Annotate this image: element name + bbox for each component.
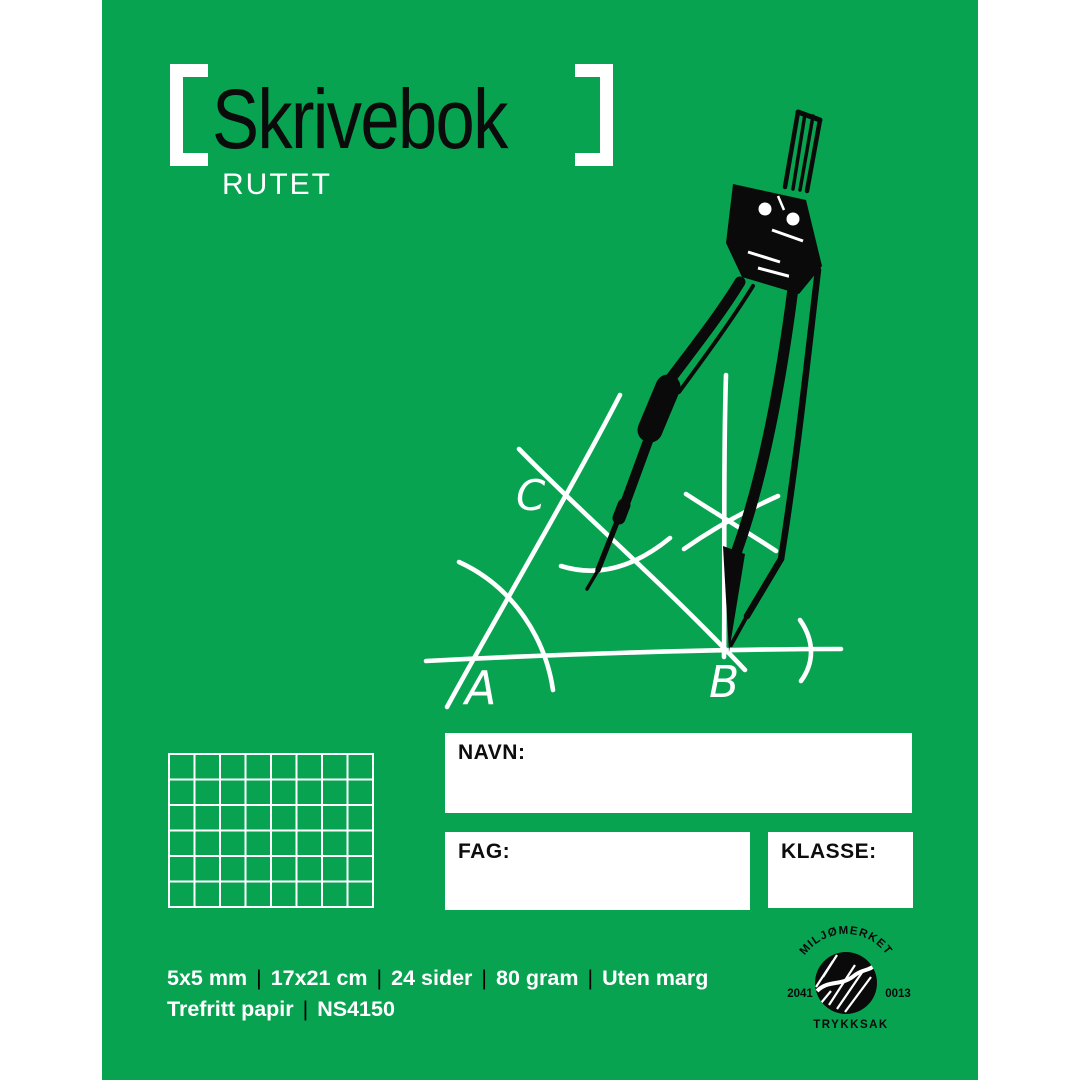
subject-field (445, 832, 750, 910)
point-label-b: B (709, 657, 740, 708)
eco-label (757, 925, 942, 1040)
spec-item: 17x21 cm (270, 966, 368, 990)
name-field (445, 733, 912, 813)
subject-field-label: FAG: (458, 840, 511, 863)
class-field (768, 832, 913, 908)
specs-line-2 (167, 997, 395, 1022)
spec-separator: | (481, 966, 487, 990)
notebook-title: Skrivebok (212, 72, 507, 166)
grid-pattern (168, 753, 374, 908)
spec-item: 24 sider (391, 966, 473, 990)
name-field-label: NAVN: (458, 741, 526, 764)
spec-item: Trefritt papir (167, 997, 294, 1021)
base-line (426, 649, 841, 661)
compass-needle-leg (723, 264, 818, 652)
compass-icon (587, 112, 822, 652)
spec-separator: | (376, 966, 383, 990)
cover-illustration (102, 0, 978, 1080)
spec-separator: | (587, 966, 594, 990)
notebook-cover (102, 0, 978, 1080)
eco-number-left: 2041 (787, 988, 813, 1000)
spec-item: NS4150 (317, 997, 395, 1021)
spec-item: 5x5 mm (167, 966, 248, 990)
point-label-c: C (516, 471, 546, 520)
compass-handle (785, 112, 820, 191)
eco-number-right: 0013 (885, 988, 911, 1000)
class-field-label: KLASSE: (781, 840, 877, 863)
eco-arc-text: MILJØMERKET (797, 925, 895, 958)
eco-bottom-text: TRYKKSAK (813, 1019, 889, 1031)
notebook-subtitle: RUTET (222, 168, 332, 201)
spec-separator: | (302, 997, 309, 1021)
spec-separator: | (256, 966, 262, 990)
compass-pencil-leg (587, 282, 753, 589)
spec-item: Uten marg (602, 966, 709, 990)
specs-line-1 (167, 966, 708, 991)
spec-item: 80 gram (496, 966, 579, 990)
geometry-construction-lines (426, 375, 841, 707)
eco-swan-icon (815, 952, 877, 1014)
point-label-a: A (465, 661, 497, 715)
